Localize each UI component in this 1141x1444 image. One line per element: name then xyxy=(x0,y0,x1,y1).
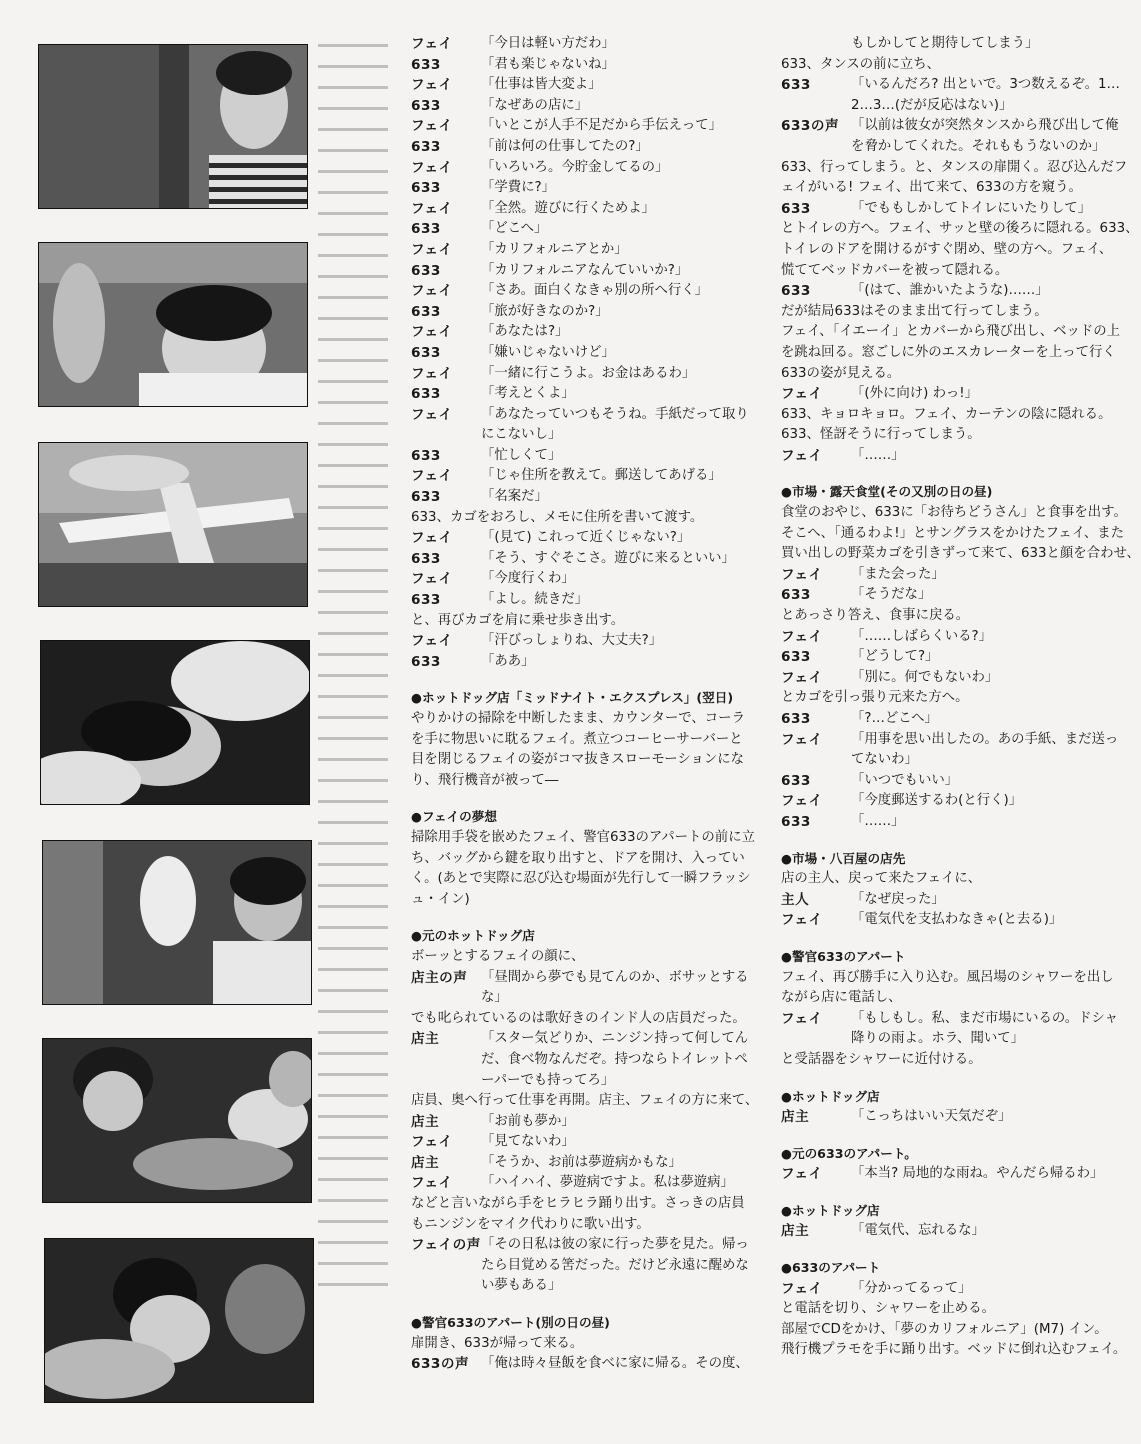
dialogue-line xyxy=(411,178,761,199)
speaker-name: フェイ xyxy=(411,1175,453,1192)
dialogue-text: 「お前も夢か」 xyxy=(481,1113,575,1129)
dialogue-line xyxy=(411,590,761,611)
dialogue-text: 「今度郵送するわ(と行く)」 xyxy=(851,793,1023,809)
speaker-name: フェイ xyxy=(411,571,453,588)
dialogue-line xyxy=(411,549,761,570)
dialogue-line xyxy=(411,96,761,117)
speaker-name: フェイ xyxy=(781,566,823,583)
speaker-name: 店主の声 xyxy=(411,969,468,986)
speaker-name: 633 xyxy=(781,649,811,666)
dialogue-text: 「そうだな」 xyxy=(851,587,932,603)
scene-heading: ●フェイの夢想 xyxy=(411,809,497,825)
dialogue-line xyxy=(411,199,761,220)
dialogue-line xyxy=(411,1276,761,1297)
dialogue-text: 「よし。続きだ」 xyxy=(481,592,589,608)
speaker-name: 店主 xyxy=(411,1154,440,1171)
speaker-name: 633 xyxy=(411,180,441,197)
dialogue-line xyxy=(781,116,1131,137)
dialogue-text: 「仕事は皆大変よ」 xyxy=(481,77,602,93)
dialogue-text: てないわ」 xyxy=(851,752,918,768)
dialogue-line xyxy=(411,55,761,76)
dialogue-line xyxy=(781,1164,1131,1185)
dialogue-text: 「また会った」 xyxy=(851,566,945,582)
dialogue-line xyxy=(411,137,761,158)
dialogue-line xyxy=(781,730,1131,751)
speaker-name: フェイ xyxy=(781,628,823,645)
speaker-name: 633 xyxy=(411,303,441,320)
dialogue-text: 「(見て) これって近くじゃない?」 xyxy=(481,530,691,546)
speaker-name: 633 xyxy=(781,283,811,300)
dialogue-text: 「学費に?」 xyxy=(481,180,556,196)
dialogue-text: 「あなたは?」 xyxy=(481,324,569,340)
dialogue-line xyxy=(781,771,1131,792)
dialogue-line xyxy=(411,1173,761,1194)
dialogue-text: 「そうか、お前は夢遊病かもな」 xyxy=(481,1154,682,1170)
dialogue-text: 「見てないわ」 xyxy=(481,1134,575,1150)
scene-heading: ●ホットドッグ店 xyxy=(781,1088,880,1104)
speaker-name: 店主 xyxy=(781,1109,810,1126)
dialogue-text: 「用事を思い出したの。あの手紙、まだ送っ xyxy=(851,731,1119,747)
dialogue-text: たら目覚める筈だった。だけど永遠に醒めな xyxy=(481,1257,749,1273)
film-still-4 xyxy=(40,640,310,805)
dialogue-text: 「……」 xyxy=(851,813,905,829)
dialogue-line xyxy=(781,890,1131,911)
speaker-name: 633 xyxy=(411,386,441,403)
speaker-name: フェイ xyxy=(781,912,823,929)
dialogue-text: だ、食べ物なんだぞ。持つならトイレットペ xyxy=(481,1051,748,1067)
dialogue-line xyxy=(781,1221,1131,1242)
stage-direction: 633、カゴをおろし、メモに住所を書いて渡す。 xyxy=(411,509,704,525)
scene-heading: ●633のアパート xyxy=(781,1260,881,1276)
stage-direction: 633、キョロキョロ。フェイ、カーテンの陰に隠れる。 xyxy=(781,406,1112,422)
speaker-name xyxy=(411,988,481,1009)
stage-direction: と、再びカゴを肩に乗せ歩き出す。 xyxy=(411,612,625,628)
dialogue-text: 「前は何の仕事してたの?」 xyxy=(481,138,649,154)
dialogue-line xyxy=(411,1235,761,1256)
speaker-name xyxy=(781,1029,851,1050)
speaker-name: 633 xyxy=(411,262,441,279)
stage-direction: 慌ててベッドカバーを被って隠れる。 xyxy=(781,262,1009,278)
dialogue-line xyxy=(781,199,1131,220)
dialogue-line xyxy=(781,565,1131,586)
speaker-name xyxy=(411,1276,481,1297)
dialogue-text: 「いるんだろ? 出といで。3つ数えるぞ。1… xyxy=(851,77,1120,93)
dialogue-text: 「今度行くわ」 xyxy=(481,571,575,587)
stage-direction: ボーッとするフェイの顔に、 xyxy=(411,948,585,964)
speaker-name: フェイ xyxy=(781,1010,823,1027)
speaker-name: 633 xyxy=(411,550,441,567)
dialogue-line xyxy=(781,96,1131,117)
film-still-6 xyxy=(42,1038,312,1203)
stage-direction: 買い出しの野菜カゴを引きずって来て、633と顔を合わせ、 xyxy=(781,546,1140,562)
dialogue-line xyxy=(781,750,1131,771)
stage-direction: と電話を切り、シャワーを止める。 xyxy=(781,1301,995,1317)
dialogue-text: 「名案だ」 xyxy=(481,489,548,505)
film-still-1 xyxy=(38,44,308,209)
dialogue-text: にこないし」 xyxy=(481,427,562,443)
dialogue-line xyxy=(781,384,1131,405)
speaker-name: フェイ xyxy=(411,159,453,176)
dialogue-text: 「旅が好きなのか?」 xyxy=(481,303,609,319)
dialogue-text: 「今日は軽い方だわ」 xyxy=(481,36,615,51)
speaker-name: フェイ xyxy=(411,468,453,485)
dialogue-text: 「あなたっていつもそうね。手紙だって取り xyxy=(481,406,749,422)
stage-direction: 掃除用手袋を嵌めたフェイ、警官633のアパートの前に立 xyxy=(411,829,755,845)
dialogue-line xyxy=(411,116,761,137)
speaker-name: フェイ xyxy=(781,386,823,403)
speaker-name: フェイ xyxy=(781,1280,823,1297)
stage-direction: そこへ、「通るわよ!」とサングラスをかけたフェイ、また xyxy=(781,525,1125,541)
speaker-name: フェイ xyxy=(411,406,453,423)
stage-direction: 扉開き、633が帰って来る。 xyxy=(411,1335,584,1351)
dialogue-line xyxy=(411,384,761,405)
dialogue-text: 2…3…(だが反応はない)」 xyxy=(851,97,1013,113)
speaker-name: 633 xyxy=(781,200,811,217)
stage-direction: フェイ、「イエーイ」とカバーから飛び出し、ベッドの上 xyxy=(781,324,1121,340)
dialogue-text: 「いとこが人手不足だから手伝えって」 xyxy=(481,118,723,134)
dialogue-line xyxy=(411,446,761,467)
dialogue-line xyxy=(411,988,761,1009)
speaker-name: フェイ xyxy=(781,1166,823,1183)
speaker-name: 633 xyxy=(411,447,441,464)
dialogue-text: 「なぜ戻った」 xyxy=(851,891,945,907)
dialogue-line xyxy=(411,1112,761,1133)
dialogue-line xyxy=(781,585,1131,606)
stage-direction: ながら店に電話し、 xyxy=(781,990,902,1006)
stage-direction: やりかけの掃除を中断したまま、カウンターで、コーラ xyxy=(411,711,745,726)
speaker-name: 633 xyxy=(781,772,811,789)
scene-heading: ●市場・八百屋の店先 xyxy=(781,850,906,866)
dialogue-text: 「もしもし。私、まだ市場にいるの。ドシャ xyxy=(851,1010,1119,1026)
stage-direction: もニンジンをマイク代わりに歌い出す。 xyxy=(411,1216,650,1232)
dialogue-text: 「?…どこへ」 xyxy=(851,711,938,726)
speaker-name: フェイ xyxy=(781,669,823,686)
speaker-name: 633 xyxy=(411,56,441,73)
dialogue-line xyxy=(781,1107,1131,1128)
scene-heading: ●ホットドッグ店 xyxy=(781,1202,880,1218)
speaker-name: フェイ xyxy=(411,77,453,94)
dialogue-line xyxy=(781,281,1131,302)
dialogue-text: 「電気代、忘れるな」 xyxy=(851,1223,985,1239)
dialogue-text: 「じゃ住所を教えて。郵送してあげる」 xyxy=(481,468,722,484)
stage-direction: 633の姿が見える。 xyxy=(781,365,901,381)
stage-direction: フェイ、再び勝手に入り込む。風呂場のシャワーを出し xyxy=(781,969,1114,985)
speaker-name: 店主 xyxy=(411,1031,440,1048)
dialogue-text: 「一緒に行こうよ。お金はあるわ」 xyxy=(481,365,696,381)
speaker-name: フェイ xyxy=(781,793,823,810)
dialogue-text: 「こっちはいい天気だぞ」 xyxy=(851,1109,1012,1125)
dialogue-text: 「その日私は彼の家に行った夢を見た。帰っ xyxy=(481,1237,749,1253)
dialogue-line xyxy=(411,466,761,487)
speaker-name: 633の声 xyxy=(411,1356,470,1373)
dialogue-text: 「本当? 局地的な雨ね。やんだら帰るわ」 xyxy=(851,1166,1104,1182)
stage-direction: だが結局633はそのまま出て行ってしまう。 xyxy=(781,303,1048,319)
dialogue-line xyxy=(411,528,761,549)
dialogue-text: 「いろいろ。今貯金してるの」 xyxy=(481,159,669,175)
dialogue-text: 「昼間から夢でも見てんのか、ボサッとする xyxy=(481,969,749,985)
dialogue-line xyxy=(411,364,761,385)
dialogue-line xyxy=(781,709,1131,730)
dialogue-text: 「別に。何でもないわ」 xyxy=(851,669,999,685)
dialogue-text: 「汗びっしょりね、大丈夫?」 xyxy=(481,633,663,649)
dialogue-text: 「全然。遊びに行くためよ」 xyxy=(481,200,656,216)
dialogue-line xyxy=(411,1050,761,1071)
stage-direction: 店の主人、戻って来たフェイに、 xyxy=(781,871,982,887)
dialogue-text: 「(外に向け) わっ!」 xyxy=(851,386,979,402)
dialogue-text: 「カリフォルニアなんていいか?」 xyxy=(481,262,689,278)
dialogue-text: 「考えとくよ」 xyxy=(481,386,575,402)
dialogue-line xyxy=(411,158,761,179)
stage-direction: でも叱られているのは歌好きのインド人の店員だった。 xyxy=(411,1010,746,1026)
film-still-3 xyxy=(38,442,308,607)
dialogue-line xyxy=(411,569,761,590)
stage-direction: とカゴを引っ張り元来た方へ。 xyxy=(781,690,969,706)
scene-heading: ●市場・露天食堂(その又別の日の昼) xyxy=(781,484,993,500)
dialogue-line xyxy=(411,487,761,508)
dialogue-line xyxy=(411,219,761,240)
stage-direction: ち、バッグから鍵を取り出すと、ドアを開け、入ってい xyxy=(411,850,745,866)
dialogue-text: 「ああ」 xyxy=(481,653,535,669)
dialogue-line xyxy=(411,1029,761,1050)
stage-direction: とトイレの方へ。フェイ、サッと壁の後ろに隠れる。633、 xyxy=(781,221,1139,237)
stage-direction: ェイがいる! フェイ、出て来て、633の方を窺う。 xyxy=(781,180,1082,196)
speaker-name: 633 xyxy=(781,813,811,830)
dialogue-text: 「以前は彼女が突然タンスから飛び出して俺 xyxy=(851,118,1119,134)
dialogue-line xyxy=(781,137,1131,158)
dialogue-text: 「なぜあの店に」 xyxy=(481,97,589,113)
dialogue-text: 「君も楽じゃないね」 xyxy=(481,56,615,72)
dialogue-line xyxy=(411,405,761,426)
speaker-name: 633 xyxy=(411,138,441,155)
speaker-name xyxy=(781,750,851,771)
dialogue-line xyxy=(781,791,1131,812)
speaker-name: フェイ xyxy=(411,200,453,217)
dialogue-line xyxy=(411,343,761,364)
scene-heading: ●元の633のアパート。 xyxy=(781,1145,917,1161)
stage-direction: とあっさり答え、食事に戻る。 xyxy=(781,608,970,624)
dialogue-text: 「いつでもいい」 xyxy=(851,772,959,788)
speaker-name: 633 xyxy=(411,489,441,506)
dialogue-line xyxy=(781,75,1131,96)
stage-direction: などと言いながら手をヒラヒラ踊り出す。さっきの店員 xyxy=(411,1196,745,1212)
dialogue-text: 「俺は時々昼飯を食べに家に帰る。その度、 xyxy=(481,1356,749,1372)
dialogue-text: もしかしてと期待してしまう」 xyxy=(851,36,1039,51)
speaker-name: 店主 xyxy=(411,1113,440,1130)
speaker-name: フェイの声 xyxy=(411,1237,481,1254)
speaker-name: フェイ xyxy=(411,241,453,258)
dialogue-line xyxy=(781,910,1131,931)
dialogue-line xyxy=(781,446,1131,467)
speaker-name: 店主 xyxy=(781,1223,810,1240)
dialogue-text: 「ハイハイ、夢遊病ですよ。私は夢遊病」 xyxy=(481,1175,734,1191)
speaker-name: フェイ xyxy=(411,283,453,300)
stage-direction: ュ・イン) xyxy=(411,891,470,907)
speaker-name: フェイ xyxy=(411,324,453,341)
dialogue-line xyxy=(411,968,761,989)
stage-direction: 飛行機プラモを手に踊り出す。ベッドに倒れ込むフェイ。 xyxy=(781,1342,1127,1358)
stage-direction: り、飛行機音が被って― xyxy=(411,772,559,788)
speaker-name: フェイ xyxy=(781,731,823,748)
dialogue-text: 「……」 xyxy=(851,447,905,463)
stage-direction: トイレのドアを開けるがすぐ閉め、壁の方へ。フェイ、 xyxy=(781,241,1113,257)
speaker-name xyxy=(781,34,851,55)
dialogue-line xyxy=(411,425,761,446)
dialogue-text: 「そう、すぐそこさ。遊びに来るといい」 xyxy=(481,550,735,566)
dialogue-text: 「さあ。面白くなきゃ別の所へ行く」 xyxy=(481,283,709,299)
dialogue-text: 「電気代を支払わなきゃ(と去る)」 xyxy=(851,912,1063,928)
speaker-name: 主人 xyxy=(781,891,810,908)
dialogue-text: 「どうして?」 xyxy=(851,649,939,665)
scene-heading: ●ホットドッグ店「ミッドナイト・エクスプレス」(翌日) xyxy=(411,690,734,706)
dialogue-text: 「どこへ」 xyxy=(481,221,548,237)
stage-direction: と受話器をシャワーに近付ける。 xyxy=(781,1051,982,1067)
stage-direction: 食堂のおやじ、633に「お待ちどうさん」と食事を出す。 xyxy=(781,505,1127,521)
dialogue-line xyxy=(411,1153,761,1174)
dialogue-line xyxy=(781,1279,1131,1300)
speaker-name: フェイ xyxy=(411,118,453,135)
speaker-name: フェイ xyxy=(411,365,453,382)
dialogue-line xyxy=(411,261,761,282)
speaker-name: フェイ xyxy=(411,530,453,547)
speaker-name: 633 xyxy=(411,221,441,238)
dialogue-text: い夢もある」 xyxy=(481,1278,562,1294)
stage-direction: を手に物思いに耽るフェイ。煮立つコーヒーサーバーと xyxy=(411,731,743,747)
scene-heading: ●元のホットドッグ店 xyxy=(411,928,535,944)
dialogue-text: 「……しばらくいる?」 xyxy=(851,628,993,644)
dialogue-line xyxy=(411,631,761,652)
dialogue-line xyxy=(781,627,1131,648)
dialogue-line xyxy=(781,647,1131,668)
dialogue-text: 「カリフォルニアとか」 xyxy=(481,241,628,257)
speaker-name: 633 xyxy=(411,97,441,114)
scene-heading: ●警官633のアパート(別の日の昼) xyxy=(411,1315,610,1331)
speaker-name: 633 xyxy=(781,587,811,604)
speaker-name: フェイ xyxy=(411,36,453,52)
speaker-name: 633 xyxy=(781,711,811,727)
stage-direction: 633、行ってしまう。と、タンスの扉開く。忍び込んだフ xyxy=(781,159,1128,175)
speaker-name: 633 xyxy=(781,77,811,94)
dialogue-line xyxy=(411,34,761,55)
speaker-name: 633の声 xyxy=(781,118,840,135)
stage-direction: 部屋でCDをかけ、「夢のカリフォルニア」(M7) イン。 xyxy=(781,1321,1108,1337)
dialogue-line xyxy=(411,1354,761,1375)
film-still-2 xyxy=(38,242,308,407)
dialogue-line xyxy=(411,281,761,302)
dialogue-text: 「分かってるって」 xyxy=(851,1280,972,1296)
script-column-1 xyxy=(411,34,761,1375)
dialogue-text: 「忙しくて」 xyxy=(481,447,562,463)
stage-direction: 633、タンスの前に立ち、 xyxy=(781,56,941,72)
speaker-name xyxy=(781,96,851,117)
dialogue-line xyxy=(411,75,761,96)
speaker-name: フェイ xyxy=(781,447,823,464)
bleed-through-marks xyxy=(318,44,388,1304)
dialogue-line xyxy=(411,302,761,323)
dialogue-text: ーパーでも持ってろ」 xyxy=(481,1072,615,1088)
dialogue-line xyxy=(781,1009,1131,1030)
stage-direction: 633、怪訝そうに行ってしまう。 xyxy=(781,427,981,443)
film-still-7 xyxy=(44,1238,314,1403)
dialogue-line xyxy=(781,34,1131,55)
speaker-name: 633 xyxy=(411,592,441,609)
dialogue-text: 降りの雨よ。ホラ、聞いて」 xyxy=(851,1031,1025,1047)
dialogue-line xyxy=(411,240,761,261)
dialogue-line xyxy=(411,1256,761,1277)
speaker-name xyxy=(781,137,851,158)
dialogue-line xyxy=(411,1071,761,1092)
dialogue-line xyxy=(781,812,1131,833)
film-still-5 xyxy=(42,840,312,1005)
stage-direction: 目を閉じるフェイの姿がコマ抜きスローモーションにな xyxy=(411,752,745,768)
dialogue-text: を脅かしてくれた。それももうないのか」 xyxy=(851,138,1106,154)
dialogue-line xyxy=(411,652,761,673)
speaker-name: フェイ xyxy=(411,1134,453,1151)
dialogue-line xyxy=(781,1029,1131,1050)
stage-direction: を跳ね回る。窓ごしに外のエスカレーターを上って行く xyxy=(781,344,1116,360)
dialogue-text: 「スター気どりか、ニンジン持って何してん xyxy=(481,1031,749,1047)
script-column-2 xyxy=(781,34,1140,1361)
dialogue-text: な」 xyxy=(481,990,508,1006)
speaker-name: 633 xyxy=(411,653,441,670)
speaker-name xyxy=(411,1256,481,1277)
speaker-name xyxy=(411,1050,481,1071)
speaker-name xyxy=(411,425,481,446)
speaker-name: フェイ xyxy=(411,633,453,650)
stage-direction: 店員、奥へ行って仕事を再開。店主、フェイの方に来て、 xyxy=(411,1093,759,1109)
dialogue-line xyxy=(781,668,1131,689)
dialogue-line xyxy=(411,322,761,343)
speaker-name: 633 xyxy=(411,344,441,361)
stage-direction: く。(あとで実際に忍び込む場面が先行して一瞬フラッシ xyxy=(411,871,751,887)
scene-heading: ●警官633のアパート xyxy=(781,948,906,964)
speaker-name xyxy=(411,1071,481,1092)
dialogue-line xyxy=(411,1132,761,1153)
dialogue-text: 「でももしかしてトイレにいたりして」 xyxy=(851,200,1092,216)
dialogue-text: 「嫌いじゃないけど」 xyxy=(481,344,615,360)
dialogue-text: 「(はて、誰かいたような)……」 xyxy=(851,283,1049,299)
